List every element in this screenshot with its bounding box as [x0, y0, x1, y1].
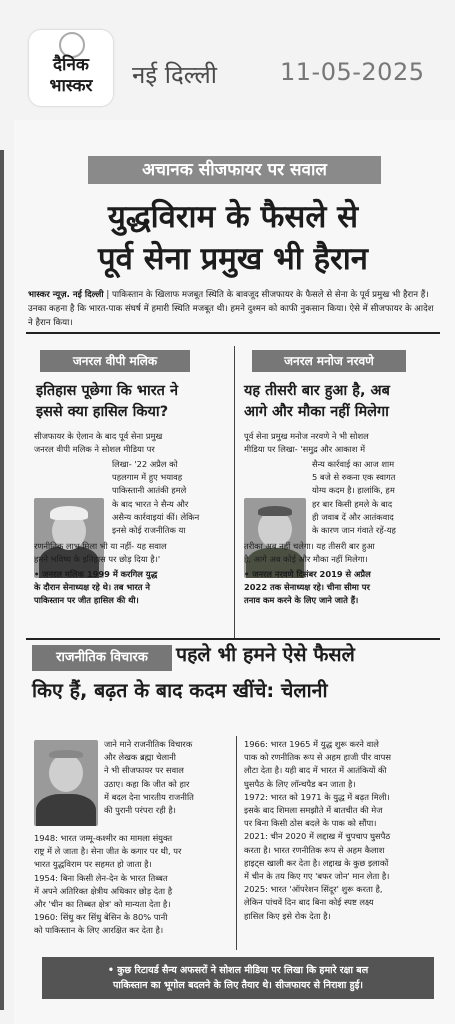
subhead-vp-malik: [36, 381, 232, 423]
column-divider: [234, 346, 235, 638]
subhead-line-1: इतिहास पूछेगा कि भारत ने: [36, 383, 178, 399]
text-line: पर बिना किसी ठोस बदले के पाक को सौंपा।: [244, 818, 377, 829]
text-line: पूर्व सेना प्रमुख मनोज नरवणे ने भी सोशल: [244, 431, 369, 441]
text-line: करता है। भारत रणनीतिक रूप से अहम कैलाश: [244, 844, 385, 855]
photo-hair: [258, 506, 292, 516]
edition-city: नई दिल्ली: [132, 61, 218, 89]
column-divider: [236, 736, 237, 950]
text-line: हाइट्स खाली कर देता है। लद्दाख के कुछ इलाकों: [244, 857, 389, 868]
text-line: के कारण जान गंवाते रहें-यह: [312, 525, 396, 536]
text-line: 2022 तक सेनाध्यक्ष रहे। चीना सीमा पर: [244, 582, 370, 593]
article-kicker: अचानक सीजफायर पर सवाल: [88, 156, 381, 184]
text-line: को पाकिस्तान के लिए आरक्षित कर देता है।: [34, 925, 164, 936]
text-line: में अपने अतिरिक्त क्षेत्रीय अधिकार छोड़ देता है: [34, 885, 173, 896]
masthead: [0, 0, 455, 112]
footer-line-1: • कुछ रिटायर्ड सैन्य अफसरों ने सोशल मीडिया पर लिखा कि हमारे रक्षा बल: [107, 965, 369, 976]
text-line: लेकिन पांचवें दिन बाद बिना कोई स्पष्ट लक्ष्य: [244, 897, 374, 908]
chellaney-photo: [34, 740, 98, 826]
photo-suit: [36, 794, 96, 826]
text-line: उठाए। कहा कि जीत को हार: [104, 778, 190, 789]
text-line: राष्ट्र में ले जाता है। सेना जीत के कगार पर थी, पर: [34, 846, 182, 857]
text-line: 1948: भारत जम्मू-कश्मीर का मामला संयुक्त: [34, 833, 173, 843]
subhead-line-2: आगे और मौका नहीं मिलेगा: [244, 404, 389, 420]
article-headline: [28, 196, 438, 280]
intro-byline: भास्कर न्यूज़. नई दिल्ली: [28, 290, 104, 300]
text-line: 1960: सिंधु कर सिंधु बेसिन के 80% पानी: [34, 912, 168, 923]
text-line: की पुरानी परंपरा रही है।: [104, 805, 176, 816]
text-line: और लेखक ब्रह्मा चेलानी: [104, 752, 176, 763]
text-line: के दौरान सेनाध्यक्ष रहे थे। तब भारत ने: [34, 582, 150, 593]
label-manoj-naravane: जनरल मनोज नरवणे: [252, 350, 406, 372]
text-line: तनाव कम करने के लिए जाने जाते हैं।: [244, 595, 359, 606]
text-line: योग्य कदम है। हालांकि, हम: [312, 485, 395, 496]
subhead-manoj-naravane: [244, 381, 444, 423]
text-line: हासिल किए इसे रोक देता है।: [244, 910, 331, 921]
text-line: 2025: भारत 'ऑपरेशन सिंदूर' शुरू करता है,: [244, 884, 383, 895]
text-line: पाकिस्तान पर जीत हासिल की थी।: [34, 595, 139, 606]
vp-malik-body: [112, 458, 232, 537]
text-line: 1966: भारत 1965 में युद्ध शुरू करने वाले: [244, 739, 379, 749]
intro-text: | पाकिस्तान के खिलाफ मजबूत स्थिति के बावजूद सीजफायर के फैसले से सेना के पूर्व प्रमुख भी हैरान हैं। उनका कहना है कि भारत-पाक संघर्ष में हमारी स्थिति मजबूत थी। हमने दुश्मन को काफी नुकसान किया। ऐसे में सीजफायर के आदेश ने हैरान किया।: [28, 290, 434, 328]
footer-line-2: पाकिस्तान का भूगोल बदलने के लिए तैयार थे। सीजफायर से निराशा हुई।: [113, 980, 363, 991]
article-intro: [28, 288, 440, 330]
subhead-line-1: यह तीसरी बार हुआ है, अब: [244, 383, 390, 399]
text-line: इसके बाद शिमला समझौते में बातचीत की मेज: [244, 805, 383, 816]
text-line: में बदल देना भारतीय राजनीति: [104, 791, 194, 802]
footer-callout: [42, 957, 434, 999]
photo-hair: [50, 506, 88, 520]
text-line: पहलगाम में हुए भयावह: [112, 472, 183, 483]
text-line: पाकिस्तानी आतंकी हमले: [112, 485, 187, 496]
text-line: • जनरल मलिक 1999 में करगिल युद्ध: [34, 569, 158, 579]
text-line: के बाद भारत ने सैन्य और: [112, 498, 189, 509]
text-line: 1972: भारत को 1971 के युद्ध में बढ़त मिली।: [244, 791, 390, 802]
text-line: सीजफायर के ऐलान के बाद पूर्व सेना प्रमुख: [34, 431, 163, 441]
text-line: तरीका अब नहीं चलेगा। यह तीसरी बार हुआ: [244, 541, 375, 551]
text-line: मीडिया पर लिखा- 'समुद्र और आकाश में: [244, 444, 366, 455]
text-line: भारत युद्धविराम पर सहमत हो जाता है।: [34, 859, 152, 870]
chellaney-intro: [104, 738, 232, 817]
vp-malik-note: [34, 568, 234, 608]
text-line: 2021: चीन 2020 में लद्दाख में चुपचाप घुसपैठ: [244, 831, 391, 842]
naravane-note: [244, 568, 446, 608]
naravane-tail: [244, 540, 444, 566]
edition-date: 11-05-2025: [280, 58, 425, 86]
logo-line-2: भास्कर: [49, 76, 93, 96]
text-line: जाने माने राजनीतिक विचारक: [104, 739, 193, 749]
text-line: 5 बजे से रुकना एक स्वागत: [312, 472, 396, 483]
subhead-line-2: इससे क्या हासिल किया?: [36, 404, 169, 420]
logo-line-1: दैनिक: [53, 55, 89, 75]
text-line: इनसे कोई राजनीतिक या: [112, 525, 186, 536]
chellaney-timeline-right: [244, 738, 448, 923]
chellaney-headline-line-2: किए हैं, बढ़त के बाद कदम खींचे: चेलानी: [32, 679, 328, 702]
chellaney-timeline-left: [34, 832, 234, 938]
text-line: रणनीतिक लाभ मिला भी या नहीं- यह सवाल: [34, 541, 167, 551]
photo-face: [49, 754, 83, 792]
headline-line-2: पूर्व सेना प्रमुख भी हैरान: [98, 241, 368, 277]
photo-hair: [49, 750, 83, 758]
text-line: लिखा- '22 अप्रैल को: [112, 459, 178, 469]
text-line: हमने भविष्य के इतिहास पर छोड़ दिया है।': [34, 554, 161, 565]
text-line: घुसपैठ के लिए लॉन्चपैड बन जाता है।: [244, 778, 356, 789]
chellaney-headline-line-1: पहले भी हमने ऐसे फैसले: [176, 643, 355, 666]
text-line: है, आगे अब कोई और मौका नहीं मिलेगा।: [244, 554, 368, 565]
text-line: 1954: बिना किसी लेन-देन के भारत तिब्बत: [34, 872, 168, 883]
naravane-body: [312, 458, 442, 537]
text-line: पाक को रणनीतिक रूप से अहम हाजी पीर वापस: [244, 752, 391, 763]
text-line: में चीन के तय किए गए 'बफर जोन' मान लेता है।: [244, 871, 390, 882]
headline-line-1: युद्धविराम के फैसले से: [107, 199, 359, 235]
text-line: सैन्य कार्रवाई का आज शाम: [312, 459, 395, 469]
dainik-bhaskar-logo: [29, 30, 113, 106]
text-line: ही जवाब दें और आतंकवाद: [312, 511, 394, 522]
text-line: असैन्य कार्रवाइयां कीं। लेकिन: [112, 511, 200, 522]
text-line: • जनरल नरवणे दिसंबर 2019 से अप्रैल: [244, 569, 371, 579]
text-line: लौटा देता है। यही बाद में भारत में आतंकियों की: [244, 765, 387, 776]
vp-malik-tail: [34, 540, 232, 566]
text-line: और 'चीन का तिब्बत क्षेत्र' को मान्यता देता है।: [34, 899, 171, 910]
left-edge-rule: [0, 150, 4, 1010]
text-line: जनरल वीपी मलिक ने सोशल मीडिया पर: [34, 444, 155, 455]
section-divider: [26, 332, 440, 334]
text-line: ने भी सीजफायर पर सवाल: [104, 765, 184, 776]
text-line: हर बार किसी हमले के बाद: [312, 498, 393, 509]
naravane-lead: [244, 430, 444, 456]
label-political-thinker: राजनीतिक विचारक: [32, 645, 172, 671]
vp-malik-lead: [34, 430, 232, 456]
label-vp-malik: जनरल वीपी मलिक: [40, 350, 190, 372]
